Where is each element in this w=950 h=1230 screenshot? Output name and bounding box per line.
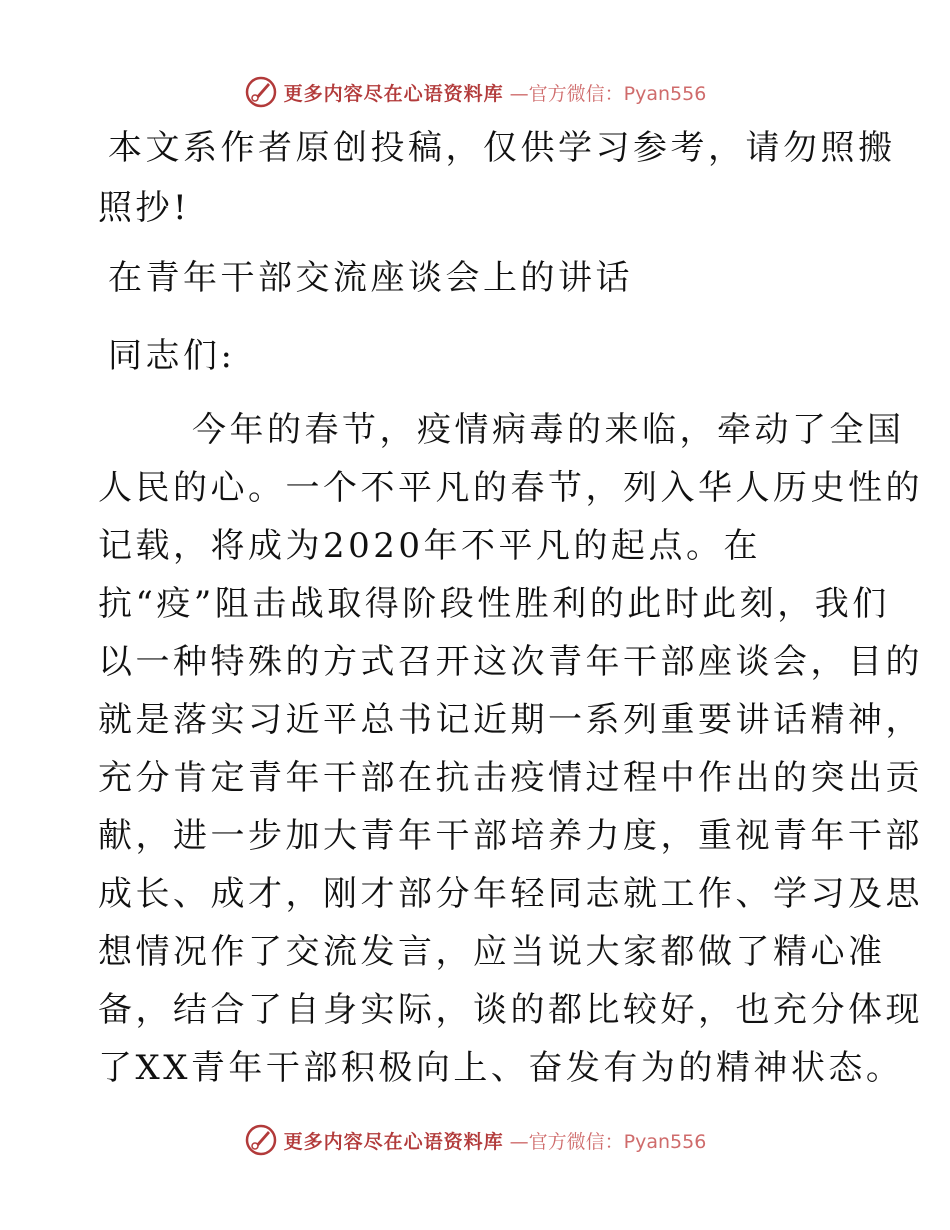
notice-line-2: 照抄! <box>98 188 191 228</box>
watermark-wechat: —官方微信：Pyan556 <box>509 1130 707 1153</box>
salutation: 同志们: <box>108 336 236 376</box>
body-line: 想情况作了交流发言，应当说大家都做了精心准 <box>98 932 886 972</box>
body-line: 就是落实习近平总书记近期一系列重要讲话精神， <box>98 700 923 740</box>
body-line: 今年的春节，疫情病毒的来临，牵动了全国 <box>192 410 905 450</box>
body-line: 献，进一步加大青年干部培养力度，重视青年干部 <box>98 816 923 856</box>
body-line: 了XX青年干部积极向上、奋发有为的精神状态。 <box>98 1048 904 1088</box>
quill-seal-icon <box>244 1123 278 1157</box>
body-line: 备，结合了自身实际，谈的都比较好，也充分体现 <box>98 990 923 1030</box>
watermark-brand: 更多内容尽在心语资料库 <box>283 1130 504 1153</box>
body-line: 以一种特殊的方式召开这次青年干部座谈会，目的 <box>98 642 923 682</box>
body-line: 充分肯定青年干部在抗击疫情过程中作出的突出贡 <box>98 758 923 798</box>
body-line: 人民的心。一个不平凡的春节，列入华人历史性的 <box>98 468 923 508</box>
watermark-wechat: —官方微信：Pyan556 <box>509 82 707 105</box>
body-line: 记载，将成为2020年不平凡的起点。在 <box>98 526 762 566</box>
footer-watermark <box>0 1120 950 1160</box>
body-line: 成长、成才，刚才部分年轻同志就工作、学习及思 <box>98 874 923 914</box>
watermark-brand: 更多内容尽在心语资料库 <box>283 82 504 105</box>
document-title: 在青年干部交流座谈会上的讲话 <box>108 258 633 298</box>
notice-line-1: 本文系作者原创投稿，仅供学习参考，请勿照搬 <box>108 128 896 168</box>
quill-seal-icon <box>244 75 278 109</box>
header-watermark <box>0 72 950 112</box>
body-line: 抗“疫”阻击战取得阶段性胜利的此时此刻，我们 <box>98 584 890 624</box>
